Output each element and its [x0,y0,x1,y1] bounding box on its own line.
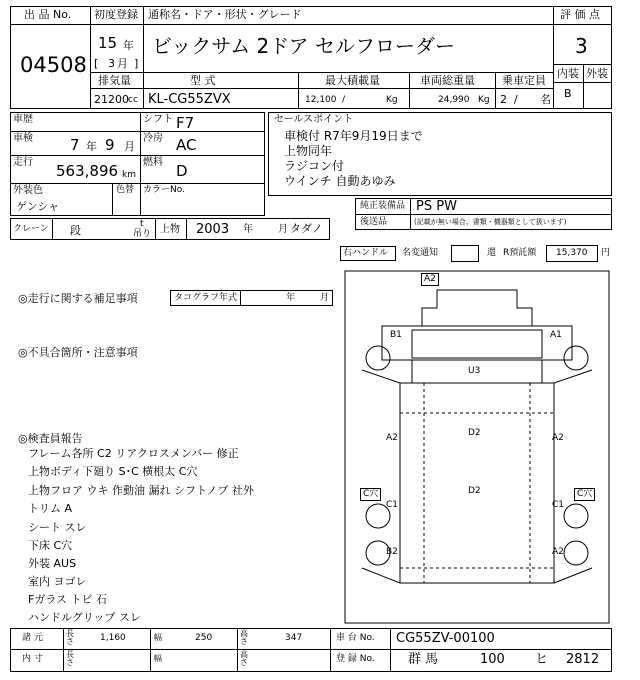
first-registration-label: 初度登録 [94,8,138,21]
rating-label: 評 価 点 [560,8,600,21]
damage-mark-c1-right: C1 [552,500,565,510]
height-label: 高さ [240,629,248,646]
ac-label: 冷房 [143,133,163,144]
inspector-line-7: 外装 AUS [28,557,77,570]
sales-point-line-3: ラジコン付 [284,159,345,173]
inspection-label: 車検 [13,133,33,144]
capacity: 2 [500,93,507,106]
lot-no: 04508 [20,53,87,77]
inspector-line-2: 上物ボディ下廻り S･C 横根太 C穴 [28,465,198,478]
max-load-unit: Kg [386,95,398,105]
mileage-label: 走行 [13,157,33,168]
max-load-label: 最大積載量 [325,74,380,87]
width-label: 幅 [154,633,162,642]
damage-mark-u3: U3 [468,366,481,376]
sales-points-label: セールスポイント [274,114,354,125]
aftermarket-note: (記載が無い場合、書類・機器類として扱います) [414,218,567,226]
recycle-amount: 15,370 [556,248,588,258]
registration-class: 100 [480,652,505,667]
inspection-year: 7 [70,136,80,154]
sales-point-line-4: ウインチ 自動あゆみ [284,174,396,188]
truck-outline-svg [342,268,612,626]
damage-mark-a2-bottom-right: A2 [552,547,564,557]
damage-mark-c-hole-left: C穴 [360,488,381,501]
height-value: 347 [285,633,303,643]
registration-year: 15 [98,34,118,52]
truck-diagram [342,268,612,626]
tachograph-year-unit: 年 [286,293,296,303]
month-bracket-open: [ [94,57,99,70]
lot-no-label: 出 品 No. [24,8,72,21]
bed-month-unit: 月 [278,224,288,235]
color-change-label: 色替 [116,185,135,195]
model-type: KL-CG55ZVX [148,92,231,107]
ac-value: AC [176,136,197,154]
aftermarket-label: 後送品 [360,217,388,227]
inspection-month: 9 [105,136,115,154]
damage-mark-d2-lower: D2 [468,486,481,496]
displacement: 21200 [94,93,129,106]
tachograph-month-unit: 月 [320,293,330,303]
inspector-line-9: Fガラス トビ 石 [28,593,107,606]
car-name: ビックサム 2ドア セルフローダー [152,34,456,58]
registration-number: 2812 [566,652,600,667]
inspector-line-4: トリム A [28,502,73,515]
crane-lift-unit: 吊り [133,229,152,239]
name-change-label: 名変通知 [402,248,439,258]
fuel-value: D [176,162,188,180]
capacity-unit: 名 [540,93,551,106]
mileage-unit: km [122,170,136,180]
rating-score: 3 [575,34,588,58]
right-hand-drive: 右ハンドル [343,248,389,258]
length-label: 長さ [66,629,74,646]
damage-mark-a1: A1 [550,330,562,340]
bed-year-unit: 年 [243,224,253,235]
interior-length-label: 長さ [66,650,74,667]
crane-ton-unit: t [140,219,144,229]
capacity-label: 乗車定員 [502,74,546,87]
genuine-equipment: PS PW [416,199,457,214]
model-name-label: 通称名・ドア・形状・グレード [148,8,302,21]
sales-point-line-1: 車検付 R7年9月19日まで [284,129,423,143]
width-value: 250 [195,633,213,643]
capacity-slash: / [514,93,518,106]
inspector-line-6: 下床 C穴 [28,539,73,552]
refund-label: 還 [487,248,497,258]
interior-height-label: 高さ [240,650,248,667]
bed-maker: タダノ [290,222,323,235]
year-unit: 年 [123,39,134,52]
registration-region: 群 馬 [408,652,439,667]
inspection-month-unit: 月 [124,140,135,153]
interior-width-label: 幅 [154,654,162,663]
tachograph-label: タコグラフ年式 [174,293,238,303]
max-load: 12,100 [305,95,337,105]
damage-mark-d2-upper: D2 [468,428,481,438]
chassis-number: CG55ZV-00100 [396,631,495,646]
color-no-label: カラーNo. [143,185,185,195]
gross-weight: 24,990 [438,95,470,105]
damage-mark-b2: B2 [386,547,398,557]
displacement-label: 排気量 [98,74,131,87]
max-load-slash: / [342,95,346,105]
shift-label: シフト [143,114,173,125]
bed-year: 2003 [196,222,230,237]
inspector-line-1: フレーム各所 C2 リアクロスメンバー 修正 [28,447,239,460]
inspector-line-10: ハンドルグリップ スレ [28,611,141,624]
inspector-line-3: 上物フロア ウキ 作動油 漏れ シフトノブ 社外 [28,484,254,497]
interior-dimensions-label: 内 寸 [22,654,43,664]
bed-label: 上物 [160,224,180,235]
month-bracket-close: ] [134,57,139,70]
dimensions-label: 諸 元 [22,633,43,643]
damage-mark-a2-right: A2 [552,433,564,443]
defect-notes-label: ◎不具合箇所・注意事項 [18,346,138,359]
fuel-label: 燃料 [143,157,163,168]
inspector-line-8: 室内 ヨゴレ [28,575,87,588]
running-notes-label: ◎走行に関する補足事項 [18,292,138,305]
damage-mark-a2-left: A2 [386,433,398,443]
shift-value: F7 [176,114,195,132]
gross-weight-label: 車両総重量 [420,74,475,87]
month-unit: 月 [117,57,128,70]
name-change-box [451,245,479,262]
exterior-color-label: 外装色 [13,185,43,196]
inspector-line-5: シート スレ [28,521,87,534]
registration-label: 登 録 No. [336,654,375,664]
damage-mark-c1-left: C1 [386,500,399,510]
inspection-year-unit: 年 [86,140,97,153]
damage-mark-a2-top: A2 [421,273,439,286]
displacement-unit: cc [128,95,138,105]
registration-month: 3 [108,57,115,70]
length-value: 1,160 [100,633,126,643]
sales-point-line-2: 上物同年 [284,144,333,158]
crane-stage-unit: 段 [70,224,81,237]
genuine-equipment-label: 純正装備品 [360,201,406,211]
inspector-report-label: ◎検査員報告 [18,432,83,445]
gross-weight-unit: Kg [478,95,490,105]
history-label: 車歴 [13,114,33,125]
recycle-label: R預託額 [503,248,537,258]
interior-grade-label: 内装 [557,67,579,80]
mileage: 563,896 [56,162,119,180]
registration-kana: ヒ [535,652,549,667]
model-type-label: 型 式 [190,74,216,87]
crane-label: クレーン [13,224,49,234]
damage-mark-b1: B1 [390,330,402,340]
exterior-color: ゲンシャ [16,200,60,213]
chassis-label: 車 台 No. [336,633,375,643]
damage-mark-c-hole-right: C穴 [574,488,595,501]
yen-unit: 円 [601,248,611,258]
interior-grade: B [564,87,572,100]
exterior-grade-label: 外装 [586,67,608,80]
